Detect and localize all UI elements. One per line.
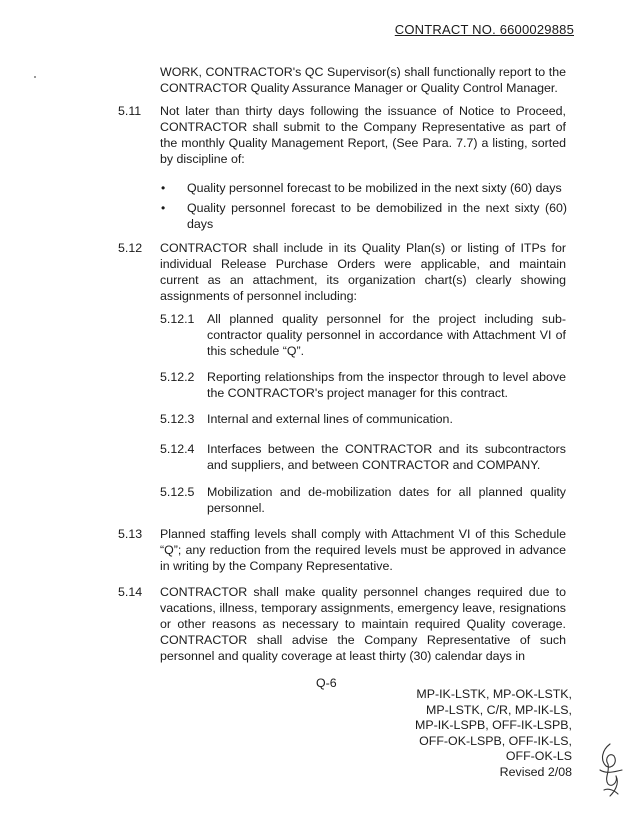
section-5-12-text: CONTRACTOR shall include in its Quality Plan(s) or listing of ITPs for individual Release Purchase Orders were applicable, and maintain current as an attachment, its organization chart(s) clearly showing assignments of personnel including: (160, 241, 566, 303)
subsection-5-12-5-text: Mobilization and de-mobilization dates for all planned quality personnel. (207, 485, 566, 515)
section-5-14-number: 5.14 (118, 585, 143, 599)
bullet-dot: • (161, 181, 166, 195)
footer-line: OFF-OK-LS (505, 749, 572, 763)
subsection-5-12-4-number: 5.12.4 (160, 442, 195, 456)
scan-speck (34, 76, 36, 78)
page-number: Q-6 (316, 676, 337, 690)
bullet-dot: • (161, 201, 166, 215)
footer-line: MP-IK-LSPB, OFF-IK-LSPB, (415, 718, 572, 732)
section-5-12-number: 5.12 (118, 241, 143, 255)
footer-line: MP-LSTK, C/R, MP-IK-LS, (426, 702, 572, 717)
contract-number: CONTRACT NO. 6600029885 (394, 22, 574, 37)
subsection-5-12-1-text: All planned quality personnel for the project including sub-contractor quality personnel in accordance with Attachment VI of this schedule “Q”. (207, 312, 566, 358)
subsection-5-12-4-text: Interfaces between the CONTRACTOR and its subcontractors and suppliers, and between CONTRACTOR and COMPANY. (207, 442, 566, 472)
intro-paragraph: WORK, CONTRACTOR's QC Supervisor(s) shall functionally report to the CONTRACTOR Quality Assurance Manager or Quality Control Manager. (160, 65, 566, 95)
section-5-11-bullet-2: Quality personnel forecast to be demobilized in the next sixty (60) days (187, 201, 567, 231)
footer-block (415, 687, 572, 780)
footer-line: MP-IK-LSTK, MP-OK-LSTK, (416, 687, 572, 701)
subsection-5-12-5-number: 5.12.5 (160, 485, 195, 499)
section-5-11-bullet-1: Quality personnel forecast to be mobilized in the next sixty (60) days (187, 181, 562, 195)
subsection-5-12-3-number: 5.12.3 (160, 412, 195, 426)
subsection-5-12-2-number: 5.12.2 (160, 370, 195, 384)
section-5-13-number: 5.13 (118, 527, 143, 541)
revision-line: Revised 2/08 (499, 764, 572, 779)
footer-line: OFF-OK-LSPB, OFF-IK-LS, (419, 733, 572, 748)
subsection-5-12-2-text: Reporting relationships from the inspector through to level above the CONTRACTOR's project manager for this contract. (207, 370, 566, 400)
section-5-11-number: 5.11 (118, 104, 142, 118)
section-5-11-text: Not later than thirty days following the issuance of Notice to Proceed, CONTRACTOR shall submit to the Company Representative as part of the monthly Quality Management Report, (See Para. 7.7) a listing, sorted by discipline of: (160, 104, 566, 166)
section-5-14-text: CONTRACTOR shall make quality personnel changes required due to vacations, illness, temporary assignments, emergency leave, resignations or other reasons as necessary to maintain required Quality coverage. CONTRACTOR shall advise the Company Representative of such personnel and quality coverage at least thirty (30) calendar days in (160, 585, 566, 663)
subsection-5-12-1-number: 5.12.1 (160, 312, 195, 326)
subsection-5-12-3-text: Internal and external lines of communication. (207, 412, 453, 426)
handwritten-initials-signature (596, 740, 626, 800)
section-5-13-text: Planned staffing levels shall comply with Attachment VI of this Schedule “Q”; any reduction from the required levels must be approved in advance in writing by the Company Representative. (160, 527, 566, 573)
